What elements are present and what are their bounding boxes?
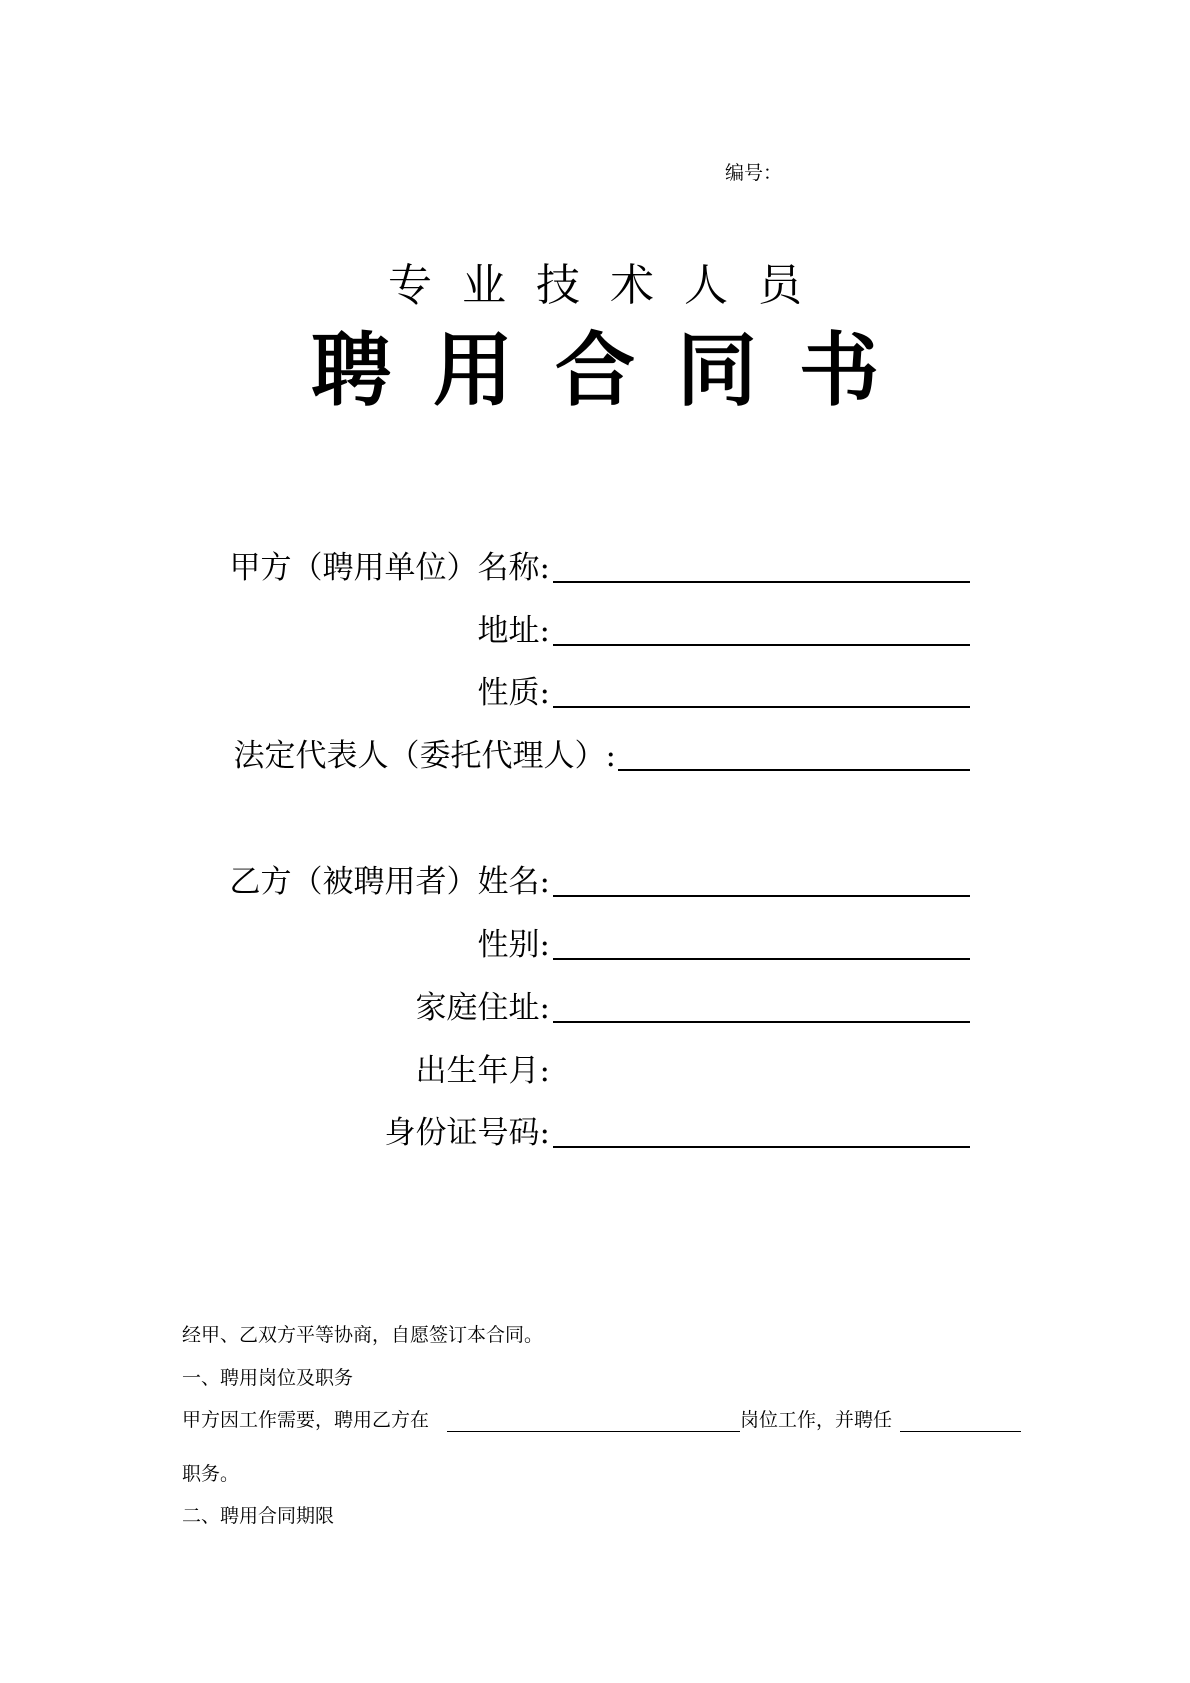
party-b-id-label: 身份证号码:: [384, 1115, 550, 1151]
document-title: 聘用合同书: [311, 323, 921, 417]
party-a-nature-label: 性质:: [477, 675, 550, 711]
party-b-birth-label: 出生年月:: [415, 1053, 550, 1089]
party-a-address-field[interactable]: [553, 644, 970, 646]
party-a-representative-label: 法定代表人（委托代理人）:: [233, 738, 616, 774]
party-a-nature-field[interactable]: [553, 706, 970, 708]
party-a-name-field[interactable]: [553, 581, 970, 583]
position-blank-field[interactable]: [447, 1431, 740, 1432]
party-b-gender-field[interactable]: [553, 958, 970, 960]
document-subtitle: 专业技术人员: [388, 260, 832, 311]
party-b-name-label: 乙方（被聘用者）姓名:: [229, 864, 550, 900]
section-1-text-end: 职务。: [182, 1463, 240, 1485]
party-b-gender-label: 性别:: [477, 927, 550, 963]
section-1-text-start: 甲方因工作需要，聘用乙方在: [182, 1409, 430, 1431]
party-a-address-label: 地址:: [477, 613, 550, 649]
party-b-home-address-field[interactable]: [553, 1021, 970, 1023]
party-b-name-field[interactable]: [553, 895, 970, 897]
section-1-text-middle: 岗位工作，并聘任: [740, 1409, 893, 1431]
duty-blank-field[interactable]: [900, 1431, 1021, 1432]
party-a-representative-field[interactable]: [618, 769, 970, 771]
party-a-name-label: 甲方（聘用单位）名称:: [229, 550, 550, 586]
contract-intro: 经甲、乙双方平等协商，自愿签订本合同。: [182, 1324, 544, 1346]
party-b-id-field[interactable]: [553, 1146, 970, 1148]
section-2-heading: 二、聘用合同期限: [182, 1505, 335, 1527]
section-1-heading: 一、聘用岗位及职务: [182, 1367, 354, 1389]
party-b-home-address-label: 家庭住址:: [415, 990, 550, 1026]
serial-number-label: 编号：: [725, 162, 783, 184]
